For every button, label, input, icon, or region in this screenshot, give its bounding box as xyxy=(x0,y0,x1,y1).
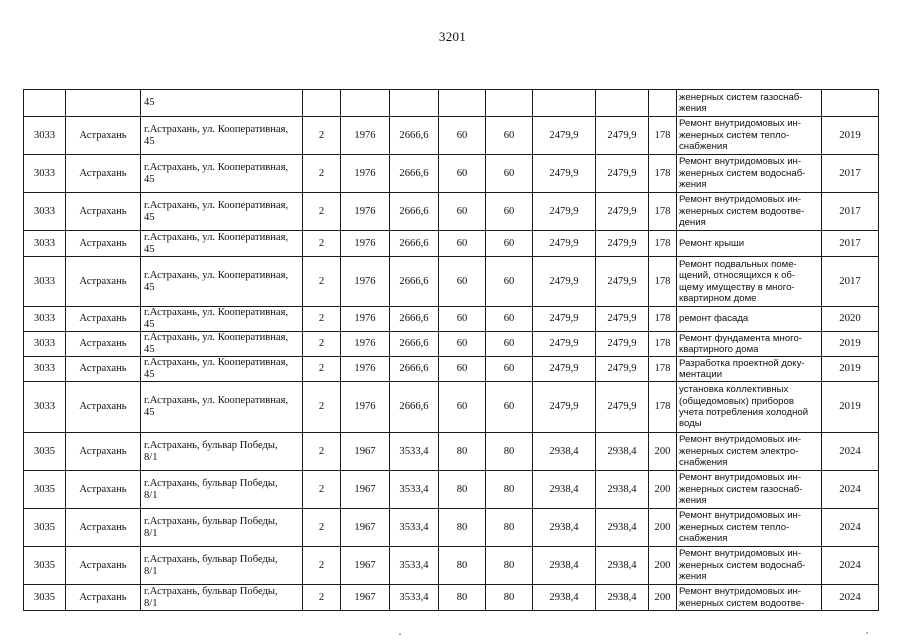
cell-id: 3033 xyxy=(24,231,66,257)
table-body xyxy=(24,90,879,611)
cell-address: г.Астрахань, бульвар Победы, 8/1 xyxy=(141,509,303,547)
cell-city: Астрахань xyxy=(66,382,141,433)
cell-build-year: 1976 xyxy=(341,193,390,231)
page-number: 3201 xyxy=(438,29,467,44)
table-row xyxy=(24,547,879,585)
cell-plan-year: 2024 xyxy=(822,509,879,547)
cell-area-2: 60 xyxy=(486,382,533,433)
cell-id: 3035 xyxy=(24,547,66,585)
cell-value-1 xyxy=(533,90,596,117)
cell-residents: 178 xyxy=(649,332,677,357)
cell-value-2: 2479,9 xyxy=(596,155,649,193)
cell-area-1: 80 xyxy=(439,509,486,547)
cell-address: г.Астрахань, бульвар Победы, 8/1 xyxy=(141,433,303,471)
cell-area-total: 3533,4 xyxy=(390,585,439,611)
cell-area-2: 80 xyxy=(486,547,533,585)
cell-value-1: 2479,9 xyxy=(533,307,596,332)
cell-floors: 2 xyxy=(303,585,341,611)
cell-plan-year: 2017 xyxy=(822,193,879,231)
cell-id: 3035 xyxy=(24,471,66,509)
table-row xyxy=(24,471,879,509)
cell-address: г.Астрахань, ул. Кооперативная, 45 xyxy=(141,307,303,332)
cell-area-total: 2666,6 xyxy=(390,193,439,231)
cell-build-year xyxy=(341,90,390,117)
cell-value-2: 2479,9 xyxy=(596,307,649,332)
cell-area-total: 3533,4 xyxy=(390,471,439,509)
cell-area-1: 60 xyxy=(439,193,486,231)
cell-area-total: 2666,6 xyxy=(390,357,439,382)
cell-floors: 2 xyxy=(303,382,341,433)
scan-speck xyxy=(399,633,401,635)
cell-area-1: 60 xyxy=(439,257,486,307)
cell-value-2: 2479,9 xyxy=(596,332,649,357)
cell-address: г.Астрахань, ул. Кооперативная, 45 xyxy=(141,357,303,382)
cell-city xyxy=(66,90,141,117)
cell-floors: 2 xyxy=(303,332,341,357)
cell-city: Астрахань xyxy=(66,547,141,585)
cell-area-2: 80 xyxy=(486,471,533,509)
cell-build-year: 1967 xyxy=(341,585,390,611)
cell-area-2: 80 xyxy=(486,433,533,471)
cell-work-type: Ремонт внутридомовых ин- женерных систем газоснаб- жения xyxy=(677,471,822,509)
cell-id: 3033 xyxy=(24,257,66,307)
cell-value-1: 2479,9 xyxy=(533,193,596,231)
cell-plan-year: 2024 xyxy=(822,547,879,585)
cell-residents: 200 xyxy=(649,433,677,471)
cell-value-1: 2938,4 xyxy=(533,433,596,471)
cell-floors: 2 xyxy=(303,193,341,231)
cell-build-year: 1976 xyxy=(341,257,390,307)
cell-value-2: 2479,9 xyxy=(596,257,649,307)
capital-repair-table xyxy=(23,89,879,611)
cell-build-year: 1976 xyxy=(341,231,390,257)
cell-address: г.Астрахань, ул. Кооперативная, 45 xyxy=(141,193,303,231)
cell-residents: 178 xyxy=(649,257,677,307)
scan-speck xyxy=(866,632,868,634)
cell-address: г.Астрахань, ул. Кооперативная, 45 xyxy=(141,332,303,357)
cell-build-year: 1976 xyxy=(341,155,390,193)
cell-id: 3033 xyxy=(24,155,66,193)
cell-value-1: 2479,9 xyxy=(533,117,596,155)
cell-floors: 2 xyxy=(303,117,341,155)
cell-residents: 178 xyxy=(649,231,677,257)
cell-value-1: 2479,9 xyxy=(533,382,596,433)
table-row xyxy=(24,117,879,155)
cell-address: г.Астрахань, ул. Кооперативная, 45 xyxy=(141,382,303,433)
cell-area-1: 60 xyxy=(439,332,486,357)
cell-build-year: 1967 xyxy=(341,509,390,547)
cell-city: Астрахань xyxy=(66,509,141,547)
cell-area-1: 60 xyxy=(439,117,486,155)
table-row xyxy=(24,332,879,357)
cell-value-1: 2938,4 xyxy=(533,585,596,611)
cell-work-type: Ремонт внутридомовых ин- женерных систем водоснаб- жения xyxy=(677,155,822,193)
cell-residents: 178 xyxy=(649,307,677,332)
cell-value-2: 2479,9 xyxy=(596,117,649,155)
cell-residents: 178 xyxy=(649,193,677,231)
cell-build-year: 1976 xyxy=(341,357,390,382)
cell-area-1: 60 xyxy=(439,357,486,382)
cell-work-type: установка коллективных (общедомовых) приборов учета потребления холодной воды xyxy=(677,382,822,433)
cell-area-2 xyxy=(486,90,533,117)
cell-plan-year: 2017 xyxy=(822,155,879,193)
cell-city: Астрахань xyxy=(66,307,141,332)
cell-work-type: Ремонт внутридомовых ин- женерных систем водоотве- xyxy=(677,585,822,611)
cell-area-2: 60 xyxy=(486,117,533,155)
cell-plan-year: 2017 xyxy=(822,231,879,257)
cell-area-total: 2666,6 xyxy=(390,382,439,433)
cell-area-total: 3533,4 xyxy=(390,509,439,547)
cell-floors: 2 xyxy=(303,547,341,585)
cell-id: 3033 xyxy=(24,357,66,382)
cell-value-1: 2479,9 xyxy=(533,231,596,257)
cell-value-2 xyxy=(596,90,649,117)
cell-area-total: 2666,6 xyxy=(390,117,439,155)
cell-area-1: 60 xyxy=(439,307,486,332)
cell-id: 3035 xyxy=(24,585,66,611)
cell-floors: 2 xyxy=(303,471,341,509)
cell-build-year: 1976 xyxy=(341,332,390,357)
cell-address: г.Астрахань, ул. Кооперативная, 45 xyxy=(141,257,303,307)
cell-area-1: 80 xyxy=(439,433,486,471)
cell-floors: 2 xyxy=(303,155,341,193)
cell-city: Астрахань xyxy=(66,117,141,155)
cell-build-year: 1967 xyxy=(341,433,390,471)
cell-work-type: Ремонт внутридомовых ин- женерных систем водоотве- дения xyxy=(677,193,822,231)
cell-residents: 178 xyxy=(649,117,677,155)
cell-address: г.Астрахань, ул. Кооперативная, 45 xyxy=(141,117,303,155)
table-row xyxy=(24,90,879,117)
cell-work-type: женерных систем газоснаб- жения xyxy=(677,90,822,117)
cell-work-type: Ремонт внутридомовых ин- женерных систем тепло- снабжения xyxy=(677,509,822,547)
cell-build-year: 1976 xyxy=(341,382,390,433)
table-row xyxy=(24,193,879,231)
cell-area-2: 60 xyxy=(486,307,533,332)
cell-city: Астрахань xyxy=(66,471,141,509)
cell-value-2: 2479,9 xyxy=(596,357,649,382)
cell-id: 3033 xyxy=(24,332,66,357)
cell-area-1: 80 xyxy=(439,471,486,509)
cell-address: г.Астрахань, бульвар Победы, 8/1 xyxy=(141,585,303,611)
cell-floors: 2 xyxy=(303,509,341,547)
cell-address: г.Астрахань, ул. Кооперативная, 45 xyxy=(141,231,303,257)
table-row xyxy=(24,307,879,332)
cell-city: Астрахань xyxy=(66,231,141,257)
cell-value-1: 2479,9 xyxy=(533,155,596,193)
cell-residents: 200 xyxy=(649,509,677,547)
cell-value-1: 2479,9 xyxy=(533,257,596,307)
cell-city: Астрахань xyxy=(66,155,141,193)
cell-area-total: 3533,4 xyxy=(390,547,439,585)
cell-value-1: 2938,4 xyxy=(533,471,596,509)
cell-id: 3033 xyxy=(24,307,66,332)
cell-build-year: 1967 xyxy=(341,547,390,585)
cell-plan-year xyxy=(822,90,879,117)
table-row xyxy=(24,509,879,547)
cell-build-year: 1976 xyxy=(341,117,390,155)
cell-value-2: 2479,9 xyxy=(596,382,649,433)
cell-residents xyxy=(649,90,677,117)
cell-area-2: 60 xyxy=(486,257,533,307)
cell-value-2: 2938,4 xyxy=(596,547,649,585)
cell-plan-year: 2019 xyxy=(822,332,879,357)
cell-residents: 200 xyxy=(649,547,677,585)
table-row xyxy=(24,433,879,471)
cell-city: Астрахань xyxy=(66,193,141,231)
cell-work-type: Ремонт внутридомовых ин- женерных систем тепло- снабжения xyxy=(677,117,822,155)
cell-floors xyxy=(303,90,341,117)
cell-value-2: 2938,4 xyxy=(596,433,649,471)
cell-address: г.Астрахань, бульвар Победы, 8/1 xyxy=(141,547,303,585)
cell-value-2: 2938,4 xyxy=(596,585,649,611)
cell-build-year: 1976 xyxy=(341,307,390,332)
cell-area-1: 60 xyxy=(439,382,486,433)
cell-value-1: 2479,9 xyxy=(533,332,596,357)
cell-plan-year: 2019 xyxy=(822,117,879,155)
cell-plan-year: 2024 xyxy=(822,433,879,471)
cell-work-type: Ремонт внутридомовых ин- женерных систем водоснаб- жения xyxy=(677,547,822,585)
cell-area-1: 60 xyxy=(439,231,486,257)
cell-value-1: 2938,4 xyxy=(533,509,596,547)
table-row xyxy=(24,155,879,193)
cell-area-2: 60 xyxy=(486,155,533,193)
cell-address: 45 xyxy=(141,90,303,117)
cell-plan-year: 2019 xyxy=(822,357,879,382)
cell-value-2: 2938,4 xyxy=(596,509,649,547)
cell-area-total: 2666,6 xyxy=(390,332,439,357)
cell-area-2: 60 xyxy=(486,231,533,257)
cell-id: 3033 xyxy=(24,382,66,433)
cell-floors: 2 xyxy=(303,357,341,382)
table-row xyxy=(24,357,879,382)
cell-id: 3033 xyxy=(24,193,66,231)
cell-work-type: Ремонт крыши xyxy=(677,231,822,257)
cell-value-2: 2938,4 xyxy=(596,471,649,509)
cell-work-type: Ремонт фундамента много- квартирного дома xyxy=(677,332,822,357)
cell-residents: 178 xyxy=(649,357,677,382)
cell-area-total: 2666,6 xyxy=(390,155,439,193)
cell-city: Астрахань xyxy=(66,332,141,357)
cell-work-type: Ремонт внутридомовых ин- женерных систем электро- снабжения xyxy=(677,433,822,471)
cell-area-total xyxy=(390,90,439,117)
cell-residents: 200 xyxy=(649,471,677,509)
cell-area-total: 3533,4 xyxy=(390,433,439,471)
cell-address: г.Астрахань, ул. Кооперативная, 45 xyxy=(141,155,303,193)
cell-floors: 2 xyxy=(303,231,341,257)
cell-area-1 xyxy=(439,90,486,117)
cell-area-2: 60 xyxy=(486,357,533,382)
cell-residents: 178 xyxy=(649,382,677,433)
cell-area-1: 80 xyxy=(439,585,486,611)
table-row xyxy=(24,382,879,433)
cell-city: Астрахань xyxy=(66,257,141,307)
cell-area-total: 2666,6 xyxy=(390,257,439,307)
cell-area-total: 2666,6 xyxy=(390,231,439,257)
cell-area-1: 80 xyxy=(439,547,486,585)
cell-work-type: Разработка проектной доку- ментации xyxy=(677,357,822,382)
cell-area-2: 60 xyxy=(486,193,533,231)
cell-plan-year: 2020 xyxy=(822,307,879,332)
cell-floors: 2 xyxy=(303,257,341,307)
cell-plan-year: 2024 xyxy=(822,471,879,509)
cell-area-2: 80 xyxy=(486,585,533,611)
cell-area-1: 60 xyxy=(439,155,486,193)
cell-id: 3035 xyxy=(24,433,66,471)
cell-id: 3033 xyxy=(24,117,66,155)
cell-city: Астрахань xyxy=(66,433,141,471)
cell-plan-year: 2024 xyxy=(822,585,879,611)
cell-floors: 2 xyxy=(303,433,341,471)
table-row xyxy=(24,585,879,611)
cell-value-2: 2479,9 xyxy=(596,231,649,257)
cell-build-year: 1967 xyxy=(341,471,390,509)
cell-city: Астрахань xyxy=(66,357,141,382)
cell-id xyxy=(24,90,66,117)
cell-residents: 178 xyxy=(649,155,677,193)
cell-address: г.Астрахань, бульвар Победы, 8/1 xyxy=(141,471,303,509)
cell-work-type: Ремонт подвальных поме- щений, относящихся к об- щему имуществу в много- квартирном доме xyxy=(677,257,822,307)
cell-plan-year: 2019 xyxy=(822,382,879,433)
cell-area-2: 80 xyxy=(486,509,533,547)
cell-area-2: 60 xyxy=(486,332,533,357)
cell-id: 3035 xyxy=(24,509,66,547)
cell-residents: 200 xyxy=(649,585,677,611)
cell-work-type: ремонт фасада xyxy=(677,307,822,332)
cell-area-total: 2666,6 xyxy=(390,307,439,332)
table-row xyxy=(24,231,879,257)
cell-value-2: 2479,9 xyxy=(596,193,649,231)
cell-value-1: 2479,9 xyxy=(533,357,596,382)
cell-floors: 2 xyxy=(303,307,341,332)
table-row xyxy=(24,257,879,307)
cell-value-1: 2938,4 xyxy=(533,547,596,585)
cell-plan-year: 2017 xyxy=(822,257,879,307)
cell-city: Астрахань xyxy=(66,585,141,611)
